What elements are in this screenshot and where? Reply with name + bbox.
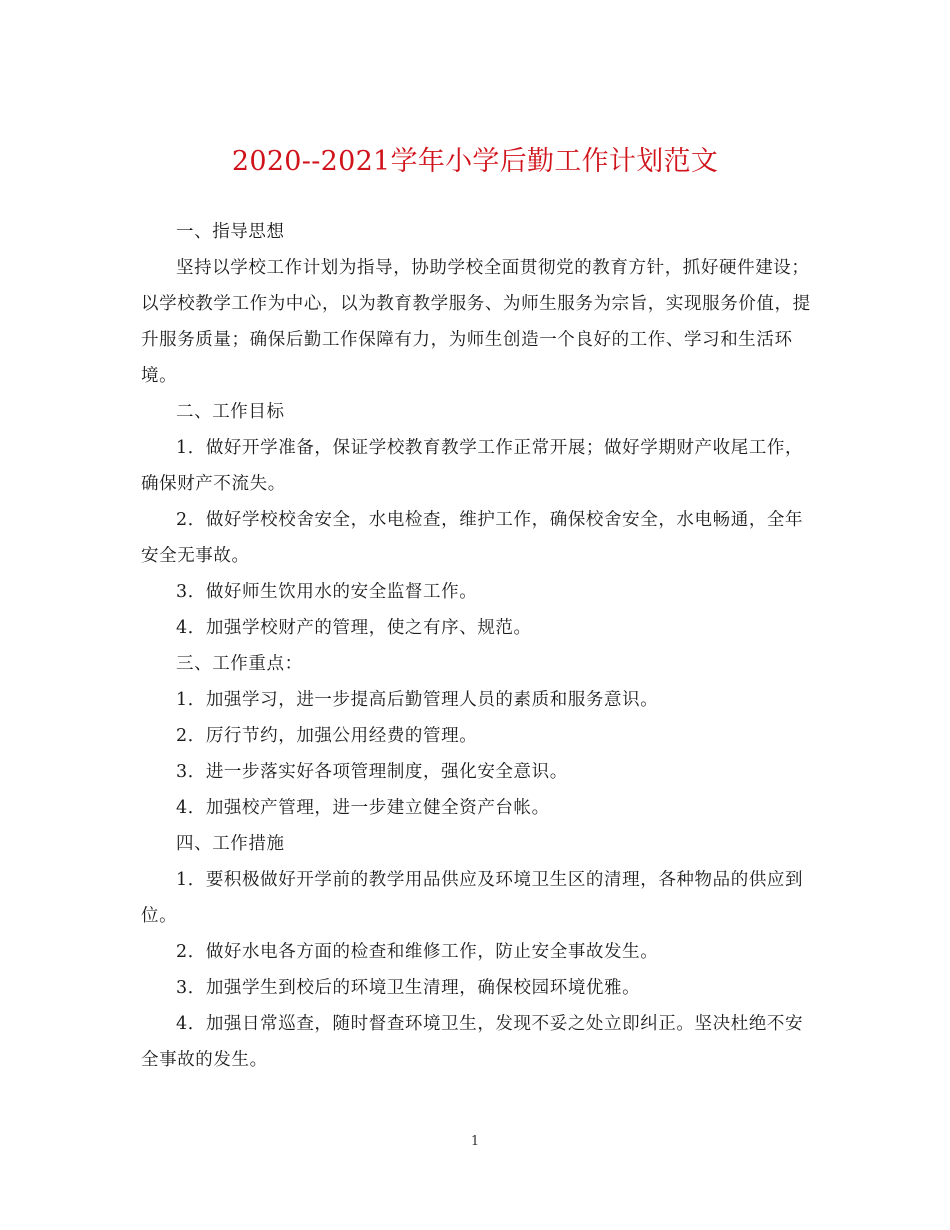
goal-item-1: 1．做好开学准备，保证学校教育教学工作正常开展；做好学期财产收尾工作，确保财产不流失。: [141, 438, 804, 494]
section-heading-key-points: 三、工作重点：: [176, 654, 303, 674]
key-point-item-1: 1．加强学习，进一步提高后勤管理人员的素质和服务意识。: [176, 690, 659, 710]
measure-item-4: 4．加强日常巡查，随时督查环境卫生，发现不妥之处立即纠正。坚决杜绝不安全事故的发生。: [141, 1014, 804, 1070]
measure-item-2: 2．做好水电各方面的检查和维修工作，防止安全事故发生。: [176, 942, 659, 962]
section-heading-guiding-ideology: 一、指导思想: [176, 222, 285, 242]
key-point-item-3: 3．进一步落实好各项管理制度，强化安全意识。: [176, 762, 568, 782]
paragraph-guiding-ideology: 坚持以学校工作计划为指导，协助学校全面贯彻党的教育方针，抓好硬件建设；以学校教学工作为中心，以为教育教学服务、为师生服务为宗旨，实现服务价值，提升服务质量；确保后勤工作保障有力，为师生创造一个良好的工作、学习和生活环境。: [141, 258, 811, 386]
key-point-item-2: 2．厉行节约，加强公用经费的管理。: [176, 726, 478, 746]
goal-item-4: 4．加强学校财产的管理，使之有序、规范。: [176, 618, 532, 638]
page-number: 1: [470, 1134, 480, 1149]
goal-item-2: 2．做好学校校舍安全，水电检查，维护工作，确保校舍安全，水电畅通，全年安全无事故。: [141, 510, 804, 566]
measure-item-1: 1．要积极做好开学前的教学用品供应及环境卫生区的清理，各种物品的供应到位。: [141, 870, 804, 926]
document-title: 2020--2021学年小学后勤工作计划范文: [231, 146, 719, 177]
key-point-item-4: 4．加强校产管理，进一步建立健全资产台帐。: [176, 798, 550, 818]
measure-item-3: 3．加强学生到校后的环境卫生清理，确保校园环境优雅。: [176, 978, 641, 998]
document-body: [141, 214, 813, 1078]
goal-item-3: 3．做好师生饮用水的安全监督工作。: [176, 582, 478, 602]
section-heading-measures: 四、工作措施: [176, 834, 285, 854]
section-heading-work-goals: 二、工作目标: [176, 402, 285, 422]
